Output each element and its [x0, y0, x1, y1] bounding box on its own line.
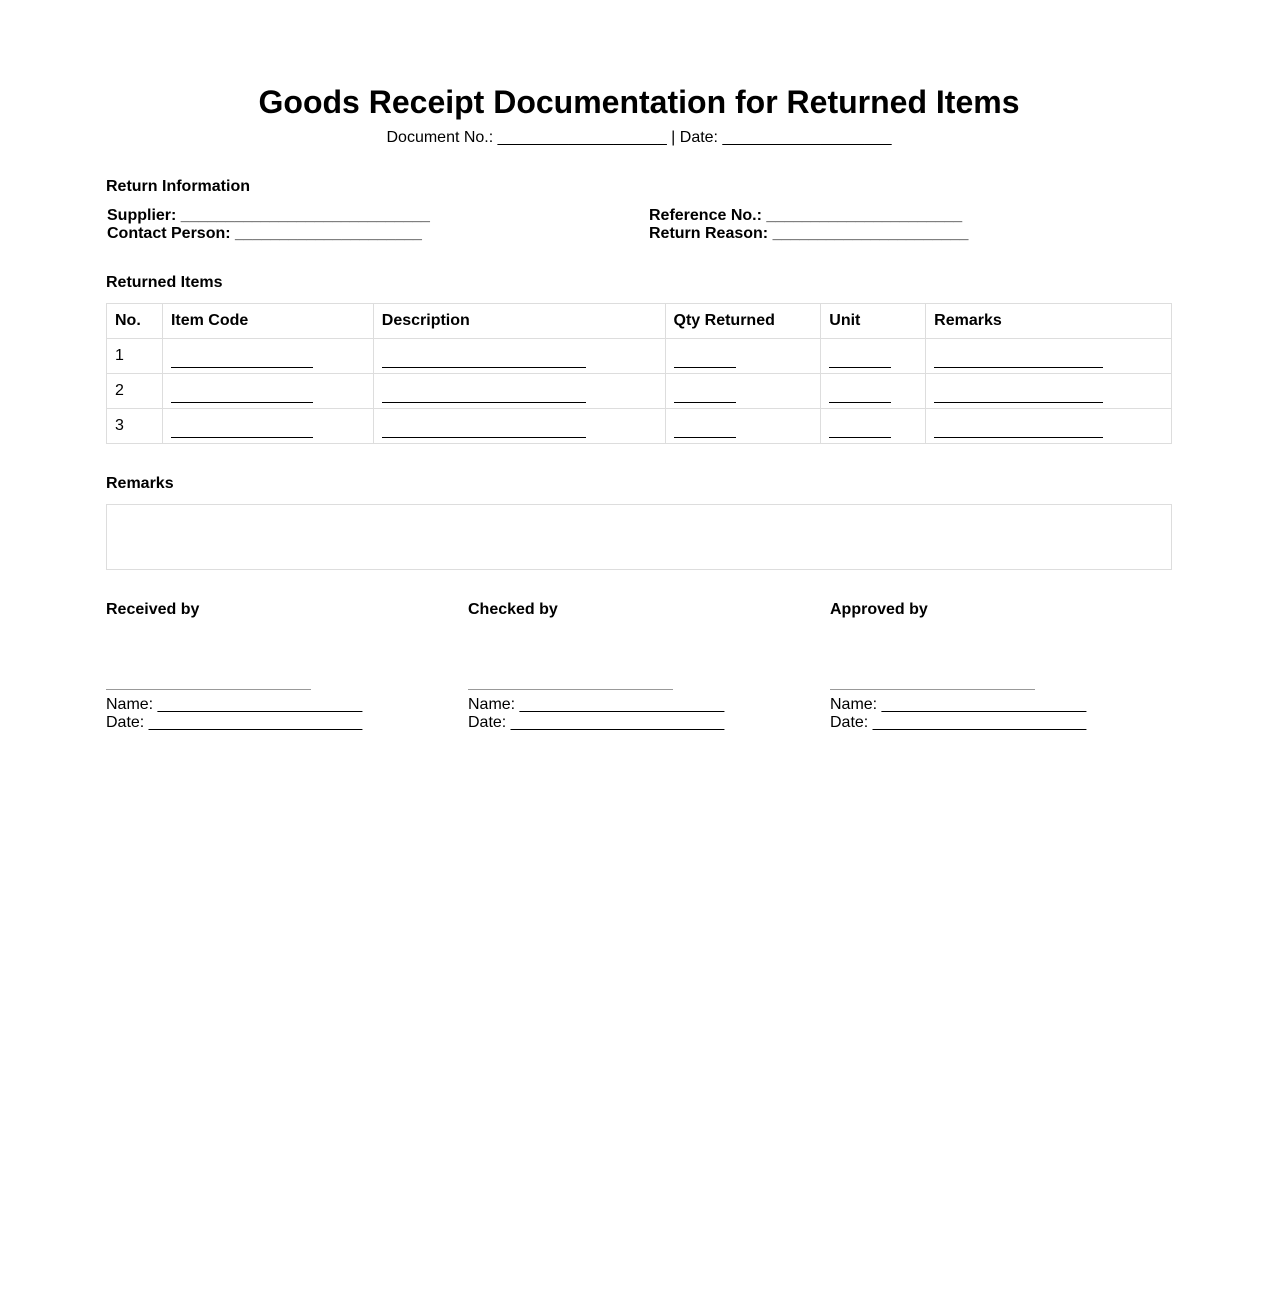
- row-number: 1: [107, 339, 163, 374]
- column-header-qty-returned: Qty Returned: [665, 304, 821, 339]
- signature-line[interactable]: [106, 689, 311, 690]
- column-header-no: No.: [107, 304, 163, 339]
- unit-blank[interactable]: [829, 388, 891, 403]
- return-reason-label: Return Reason:: [649, 225, 769, 242]
- reference-no-field[interactable]: [649, 207, 968, 225]
- remarks-blank[interactable]: [934, 353, 1103, 368]
- column-header-remarks: Remarks: [926, 304, 1172, 339]
- column-header-description: Description: [373, 304, 665, 339]
- qty-returned-blank[interactable]: [674, 353, 736, 368]
- document-number-date-line: Document No.: ___________________ | Date: ___________________: [386, 129, 892, 146]
- contact-person-label: Contact Person:: [107, 225, 231, 242]
- signature-approved-by: [830, 600, 1130, 731]
- description-cell[interactable]: [373, 339, 665, 374]
- signature-line[interactable]: [830, 689, 1035, 690]
- item-code-cell[interactable]: [162, 409, 373, 444]
- unit-blank[interactable]: [829, 353, 891, 368]
- qty-returned-cell[interactable]: [665, 339, 821, 374]
- item-code-cell[interactable]: [162, 374, 373, 409]
- column-header-unit: Unit: [821, 304, 926, 339]
- description-blank[interactable]: [382, 353, 586, 368]
- qty-returned-blank[interactable]: [674, 388, 736, 403]
- unit-cell[interactable]: [821, 339, 926, 374]
- item-code-blank[interactable]: [171, 388, 313, 403]
- name-field[interactable]: Name: _______________________: [468, 696, 725, 713]
- return-reason-field[interactable]: [649, 225, 968, 243]
- remarks-cell[interactable]: [926, 409, 1172, 444]
- description-blank[interactable]: [382, 388, 586, 403]
- supplier-blank[interactable]: ____________________________: [180, 207, 430, 224]
- remarks-heading: Remarks: [106, 475, 174, 492]
- remarks-cell[interactable]: [926, 339, 1172, 374]
- returned-items-heading: Returned Items: [106, 274, 223, 291]
- qty-returned-cell[interactable]: [665, 409, 821, 444]
- description-cell[interactable]: [373, 409, 665, 444]
- row-number: 2: [107, 374, 163, 409]
- signature-fields: [468, 696, 724, 732]
- approved-by-heading: Approved by: [830, 601, 928, 618]
- supplier-field[interactable]: [107, 207, 430, 225]
- returned-items-table: [106, 303, 1172, 444]
- return-information-heading: Return Information: [106, 178, 250, 195]
- remarks-cell[interactable]: [926, 374, 1172, 409]
- row-number: 3: [107, 409, 163, 444]
- reference-no-blank[interactable]: ______________________: [766, 207, 963, 224]
- remarks-box[interactable]: [106, 504, 1172, 570]
- unit-cell[interactable]: [821, 374, 926, 409]
- name-field[interactable]: Name: _______________________: [830, 696, 1087, 713]
- date-field[interactable]: Date: ________________________: [830, 714, 1087, 731]
- contact-person-field[interactable]: [107, 225, 430, 243]
- date-field[interactable]: Date: ________________________: [106, 714, 363, 731]
- item-code-blank[interactable]: [171, 353, 313, 368]
- received-by-heading: Received by: [106, 601, 200, 618]
- date-field[interactable]: Date: ________________________: [468, 714, 725, 731]
- signature-checked-by: [468, 600, 768, 731]
- item-code-blank[interactable]: [171, 423, 313, 438]
- table-row: [107, 374, 1172, 409]
- column-header-item-code: Item Code: [162, 304, 373, 339]
- qty-returned-blank[interactable]: [674, 423, 736, 438]
- signature-fields: [106, 696, 362, 732]
- unit-blank[interactable]: [829, 423, 891, 438]
- return-info-right: [649, 207, 968, 243]
- contact-person-blank[interactable]: _____________________: [235, 225, 422, 242]
- reference-no-label: Reference No.:: [649, 207, 762, 224]
- item-code-cell[interactable]: [162, 339, 373, 374]
- return-info-left: [107, 207, 430, 243]
- checked-by-heading: Checked by: [468, 601, 558, 618]
- signature-received-by: [106, 600, 406, 731]
- remarks-blank[interactable]: [934, 388, 1103, 403]
- qty-returned-cell[interactable]: [665, 374, 821, 409]
- description-cell[interactable]: [373, 374, 665, 409]
- name-field[interactable]: Name: _______________________: [106, 696, 363, 713]
- table-header-row: [107, 304, 1172, 339]
- supplier-label: Supplier:: [107, 207, 177, 224]
- unit-cell[interactable]: [821, 409, 926, 444]
- signature-fields: [830, 696, 1086, 732]
- description-blank[interactable]: [382, 423, 586, 438]
- table-row: [107, 339, 1172, 374]
- return-reason-blank[interactable]: ______________________: [772, 225, 969, 242]
- table-row: [107, 409, 1172, 444]
- remarks-blank[interactable]: [934, 423, 1103, 438]
- document-title: Goods Receipt Documentation for Returned Items: [258, 84, 1020, 120]
- signature-line[interactable]: [468, 689, 673, 690]
